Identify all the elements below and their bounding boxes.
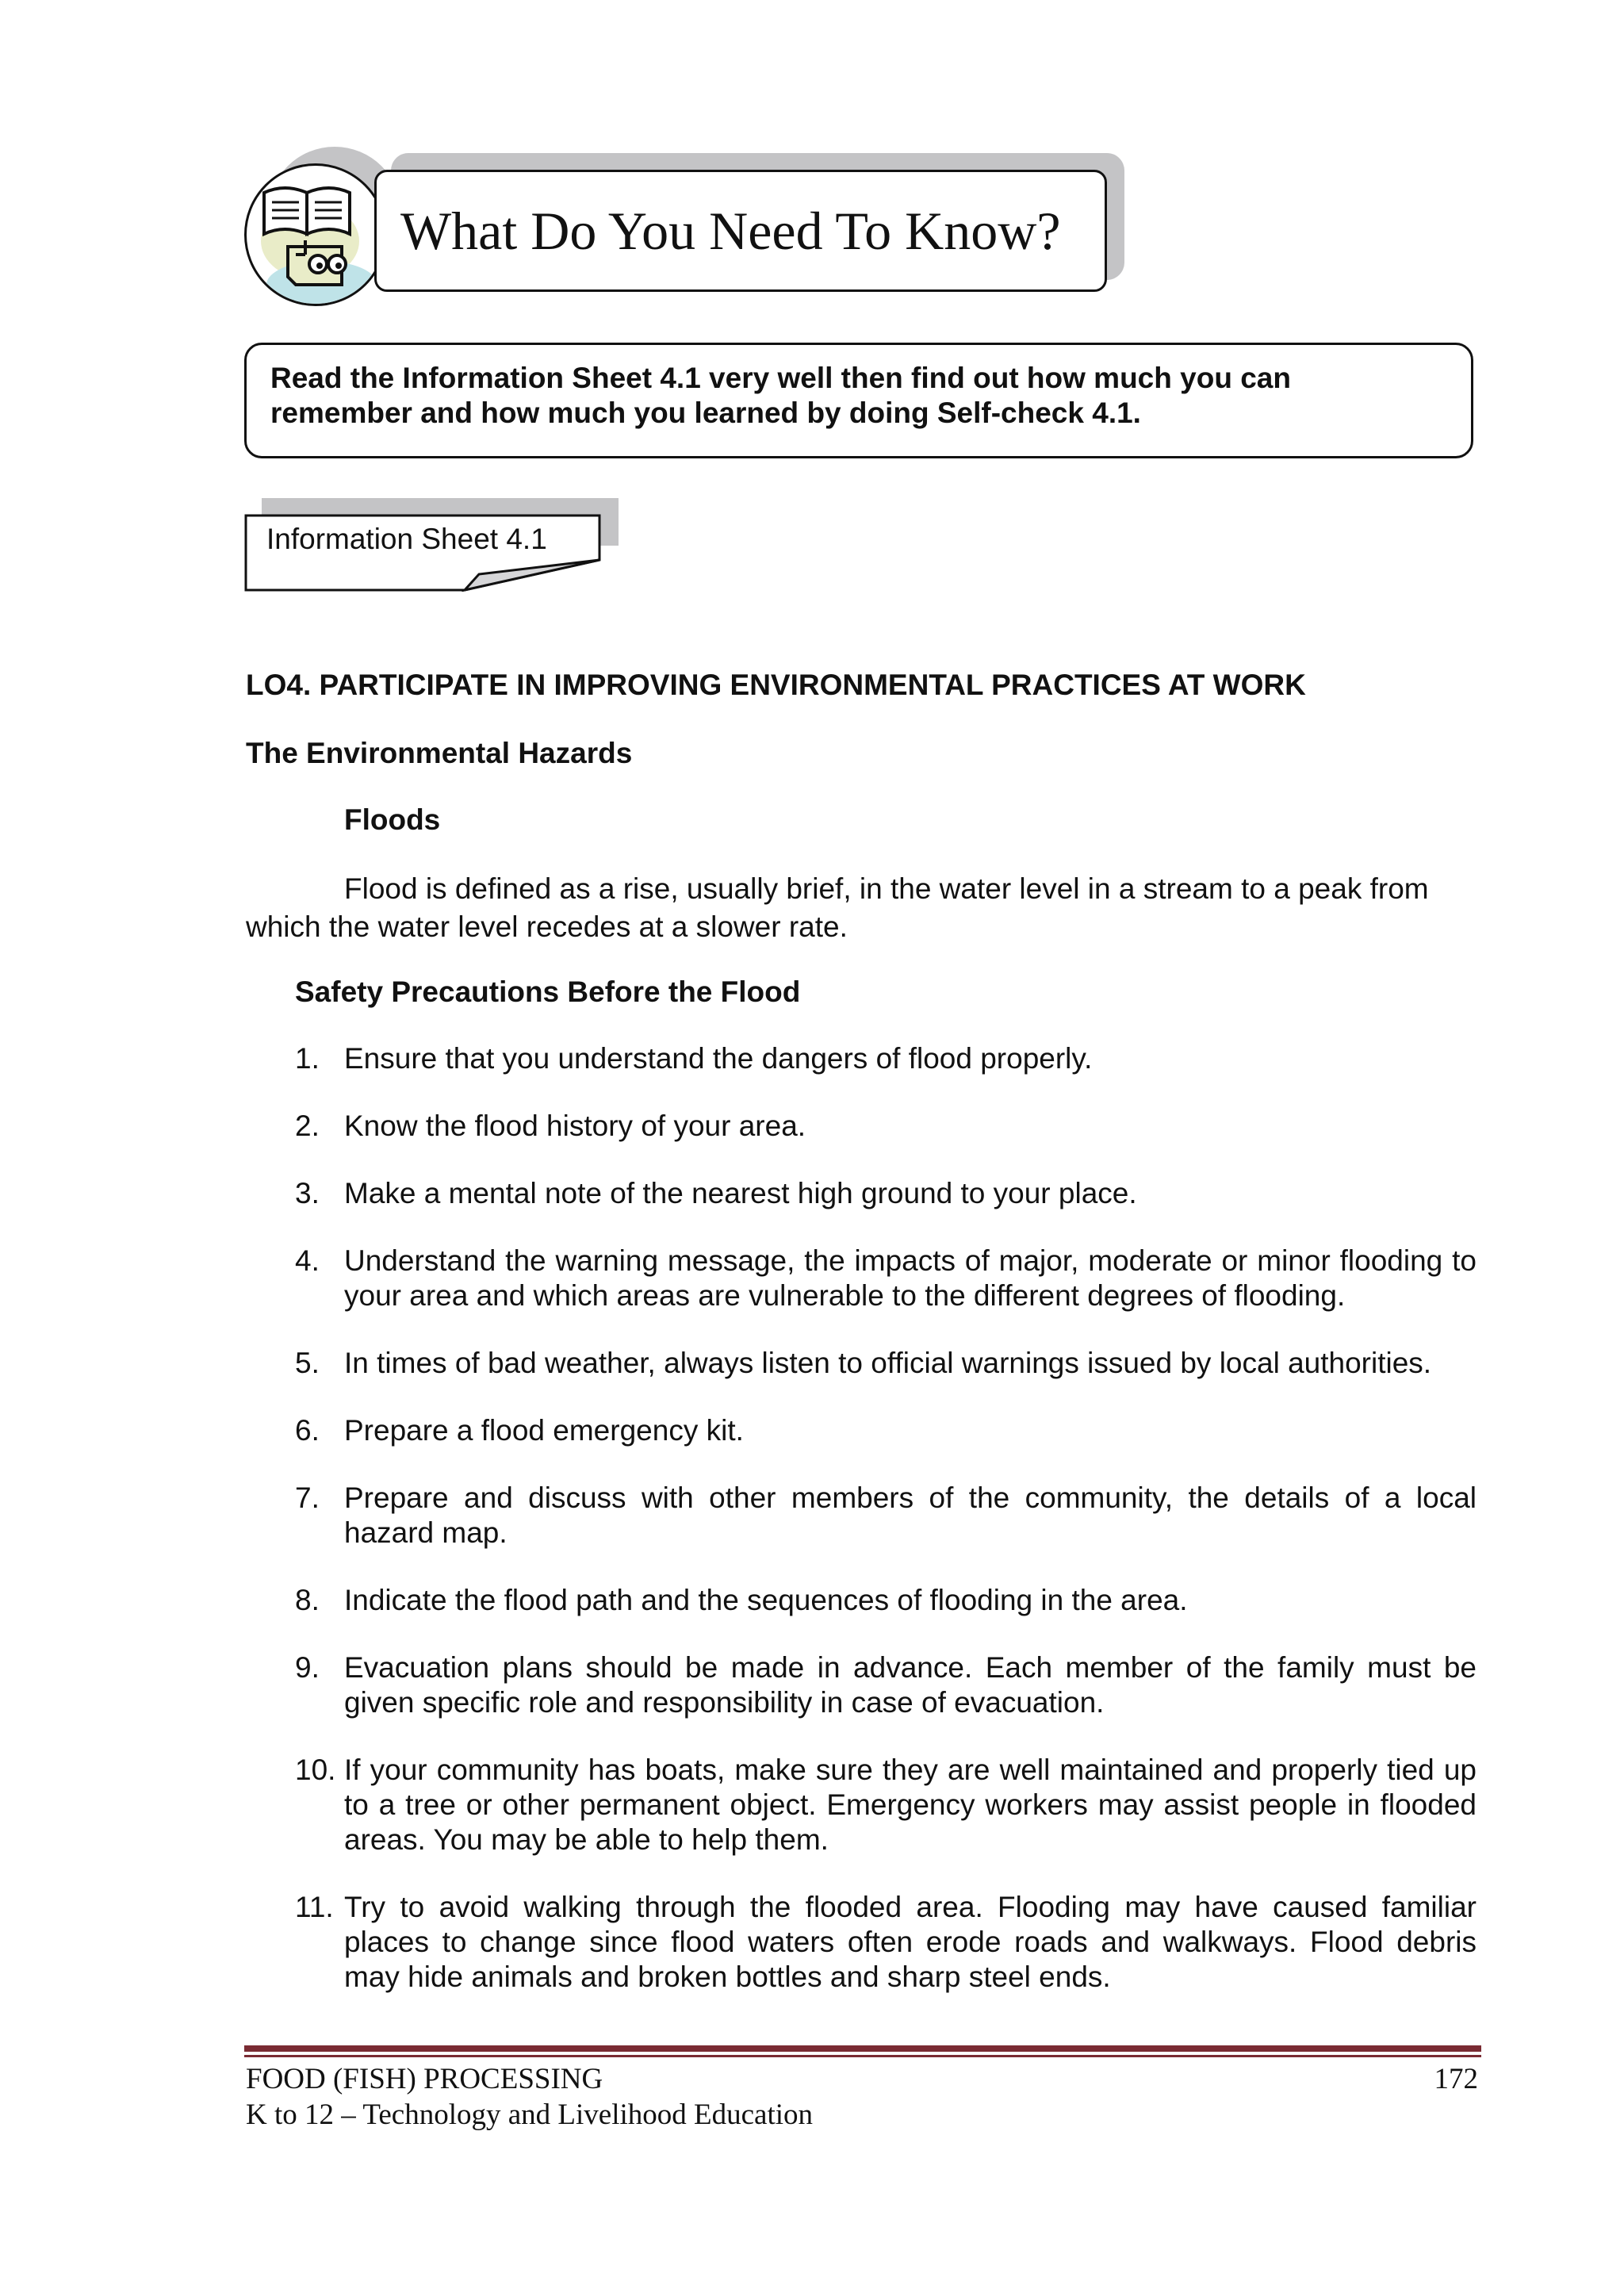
list-item-text: In times of bad weather, always listen to official warnings issued by local authorities. bbox=[344, 1347, 1432, 1379]
reader-with-book-icon bbox=[244, 163, 387, 306]
instruction-line-2: remember and how much you learned by doing Self-check 4.1. bbox=[270, 397, 1141, 429]
list-item-number: 6. bbox=[295, 1414, 320, 1447]
list-item-text: Try to avoid walking through the flooded area. Flooding may have caused familiar places to change since flood waters often erode roads and walkways. Flood debris may hide animals and broken bottles and sharp steel ends. bbox=[344, 1891, 1477, 1993]
list-item-number: 3. bbox=[295, 1177, 320, 1209]
header-banner bbox=[244, 147, 1124, 305]
instruction-box bbox=[244, 343, 1473, 458]
tab-label: Information Sheet 4.1 bbox=[266, 523, 547, 555]
list-item-number: 10. bbox=[295, 1754, 336, 1786]
precautions-heading: Safety Precautions Before the Flood bbox=[295, 976, 801, 1008]
section-heading: The Environmental Hazards bbox=[246, 737, 633, 769]
flood-definition: Flood is defined as a rise, usually brief, in the water level in a stream to a peak from which the water level recedes at a slower rate. bbox=[246, 872, 1429, 943]
list-item bbox=[295, 1176, 1477, 1211]
page-title: What Do You Need To Know? bbox=[400, 200, 1061, 261]
list-item bbox=[295, 1244, 1477, 1313]
list-item bbox=[295, 1583, 1477, 1618]
list-item-text: Ensure that you understand the dangers of flood properly. bbox=[344, 1042, 1093, 1075]
list-item bbox=[295, 1650, 1477, 1720]
list-item-number: 11. bbox=[295, 1891, 334, 1923]
learning-outcome-heading: LO4. PARTICIPATE IN IMPROVING ENVIRONMENTAL PRACTICES AT WORK bbox=[246, 669, 1306, 701]
list-item bbox=[295, 1890, 1477, 1995]
page-number: 172 bbox=[1434, 2063, 1478, 2095]
title-box bbox=[374, 170, 1107, 292]
list-item-number: 5. bbox=[295, 1347, 320, 1379]
list-item-text: Know the flood history of your area. bbox=[344, 1110, 806, 1142]
footer-rule-thin bbox=[244, 2055, 1481, 2057]
list-item-text: Evacuation plans should be made in advance. Each member of the family must be given specific role and responsibility in case of evacuation. bbox=[344, 1651, 1477, 1719]
list-item-number: 1. bbox=[295, 1042, 320, 1075]
footer-program: K to 12 – Technology and Livelihood Education bbox=[246, 2099, 814, 2131]
instruction-line-1: Read the Information Sheet 4.1 very well then find out how much you can bbox=[270, 362, 1291, 394]
precautions-list bbox=[295, 1041, 1477, 2027]
information-sheet-tab bbox=[244, 498, 621, 592]
list-item-text: Indicate the flood path and the sequences of flooding in the area. bbox=[344, 1584, 1188, 1616]
list-item-number: 2. bbox=[295, 1110, 320, 1142]
list-item-number: 9. bbox=[295, 1651, 320, 1684]
list-item bbox=[295, 1753, 1477, 1857]
footer-course: FOOD (FISH) PROCESSING bbox=[246, 2063, 603, 2095]
footer-rule-thick bbox=[244, 2045, 1481, 2052]
list-item-text: Prepare and discuss with other members of the community, the details of a local hazard map. bbox=[344, 1481, 1477, 1549]
list-item bbox=[295, 1109, 1477, 1144]
list-item bbox=[295, 1041, 1477, 1076]
list-item bbox=[295, 1346, 1477, 1381]
list-item-text: Understand the warning message, the impacts of major, moderate or minor flooding to your area and which areas are vulnerable to the different degrees of flooding. bbox=[344, 1244, 1477, 1312]
list-item bbox=[295, 1413, 1477, 1448]
list-item-number: 4. bbox=[295, 1244, 320, 1277]
list-item-number: 7. bbox=[295, 1481, 320, 1514]
list-item-text: If your community has boats, make sure they are well maintained and properly tied up to a tree or other permanent object. Emergency workers may assist people in flooded areas. You may be able to help them. bbox=[344, 1754, 1477, 1856]
list-item-text: Prepare a flood emergency kit. bbox=[344, 1414, 744, 1447]
list-item-text: Make a mental note of the nearest high ground to your place. bbox=[344, 1177, 1137, 1209]
list-item bbox=[295, 1481, 1477, 1550]
list-item-number: 8. bbox=[295, 1584, 320, 1616]
sub-heading: Floods bbox=[344, 803, 441, 836]
